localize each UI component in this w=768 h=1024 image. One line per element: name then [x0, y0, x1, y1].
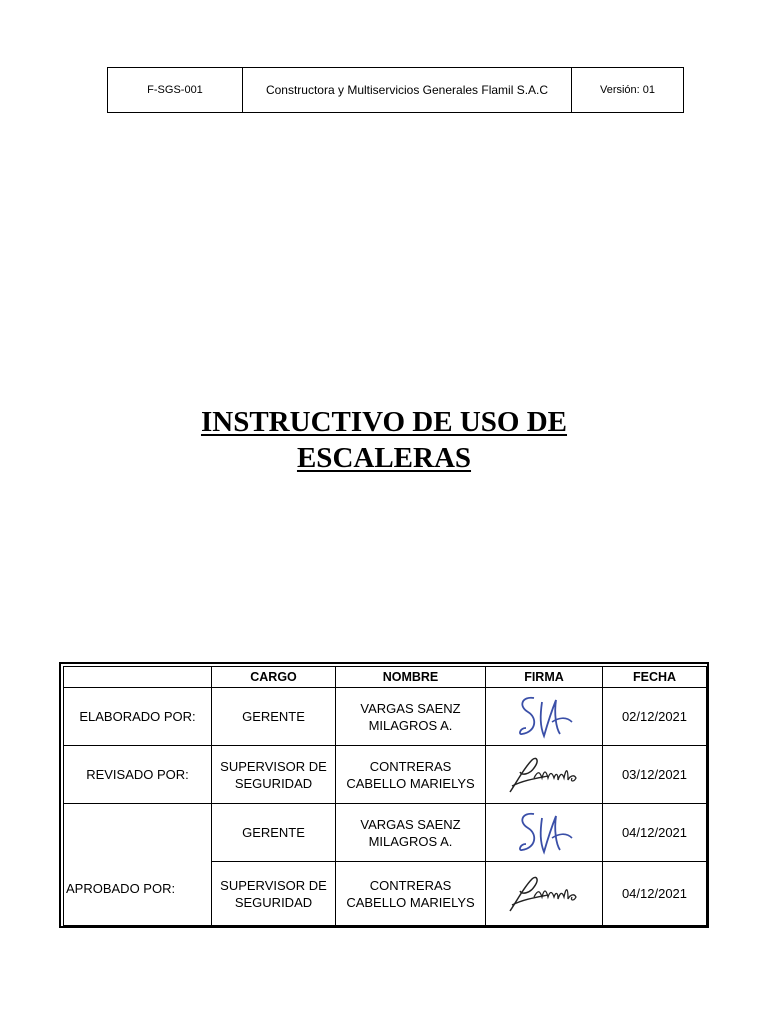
signature-contreras-icon — [504, 869, 584, 919]
firma-cell — [486, 862, 603, 926]
fecha-cell: 04/12/2021 — [603, 804, 707, 862]
approval-table-frame — [59, 662, 709, 928]
row-label-revisado: REVISADO POR: — [64, 746, 212, 804]
header-firma: FIRMA — [486, 667, 603, 688]
signature-contreras-icon — [504, 750, 584, 800]
document-version: Versión: 01 — [572, 68, 684, 113]
document-header — [107, 67, 684, 113]
nombre-cell: VARGAS SAENZ MILAGROS A. — [336, 688, 486, 746]
cargo-cell: SUPERVISOR DE SEGURIDAD — [212, 746, 336, 804]
cargo-cell: GERENTE — [212, 804, 336, 862]
signature-vargas-icon — [512, 808, 576, 858]
nombre-cell: CONTRERAS CABELLO MARIELYS — [336, 746, 486, 804]
table-row — [64, 688, 707, 746]
fecha-cell: 02/12/2021 — [603, 688, 707, 746]
company-name: Constructora y Multiservicios Generales Flamil S.A.C — [243, 68, 572, 113]
row-label-elaborado: ELABORADO POR: — [64, 688, 212, 746]
firma-cell — [486, 804, 603, 862]
title-line-1: INSTRUCTIVO DE USO DE — [200, 406, 568, 438]
header-empty — [64, 667, 212, 688]
table-row — [64, 746, 707, 804]
nombre-cell: CONTRERAS CABELLO MARIELYS — [336, 862, 486, 926]
header-cargo: CARGO — [212, 667, 336, 688]
header-fecha: FECHA — [603, 667, 707, 688]
title-line-2: ESCALERAS — [296, 442, 472, 474]
fecha-cell: 03/12/2021 — [603, 746, 707, 804]
document-title — [0, 404, 768, 476]
document-code: F-SGS-001 — [108, 68, 243, 113]
firma-cell — [486, 746, 603, 804]
fecha-cell: 04/12/2021 — [603, 862, 707, 926]
signature-vargas-icon — [512, 692, 576, 742]
cargo-cell: GERENTE — [212, 688, 336, 746]
approval-header-row — [64, 667, 707, 688]
firma-cell — [486, 688, 603, 746]
cargo-cell: SUPERVISOR DE SEGURIDAD — [212, 862, 336, 926]
row-label-aprobado: APROBADO POR: — [64, 804, 212, 926]
header-nombre: NOMBRE — [336, 667, 486, 688]
table-row — [64, 804, 707, 862]
nombre-cell: VARGAS SAENZ MILAGROS A. — [336, 804, 486, 862]
approval-table — [63, 666, 707, 926]
